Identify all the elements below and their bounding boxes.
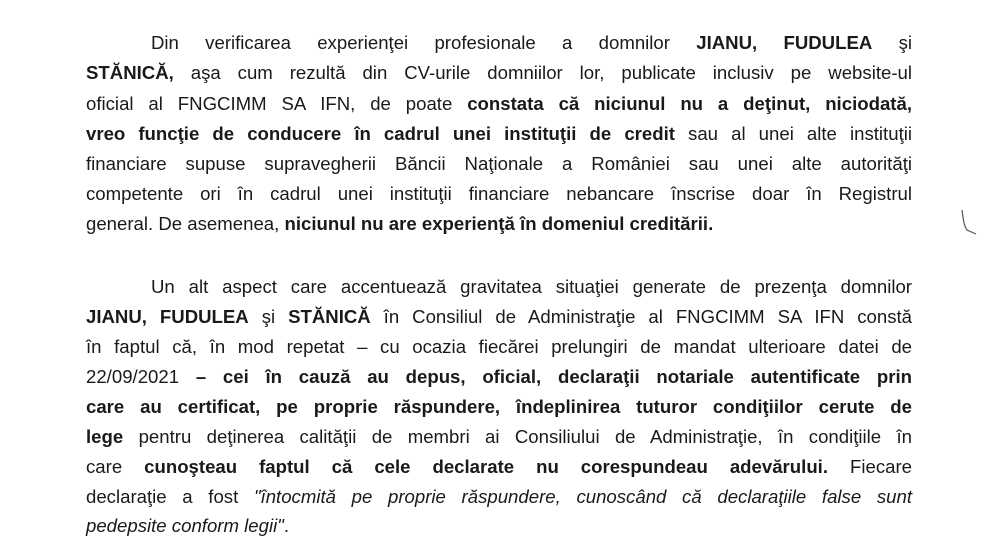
text-run: declaraţie a fost	[86, 486, 254, 507]
paragraph-1-line-3	[86, 89, 912, 118]
text-run-italic: "întocmită pe proprie răspundere, cunoscând că declaraţiile false sunt	[253, 486, 912, 507]
paragraph-1-line-7	[86, 209, 912, 238]
paragraph-2-line-1	[151, 272, 912, 301]
text-run: aşa cum rezultă din CV-urile domniilor lor, publicate inclusiv pe website-ul	[173, 62, 912, 83]
paragraph-2-line-6	[86, 422, 912, 451]
paragraph-2-line-8	[86, 482, 912, 511]
text-run: în faptul că, în mod repetat – cu ocazia fiecărei prelungiri de mandat ulterioare datei de	[86, 336, 912, 357]
paragraph-2-line-4	[86, 362, 912, 391]
text-run: şi	[248, 306, 289, 327]
text-run-bold: constata că niciunul nu a deţinut, niciodată,	[467, 93, 912, 114]
text-run-bold: JIANU, FUDULEA	[696, 32, 873, 53]
text-run: .	[283, 515, 289, 536]
text-run-bold: vreo funcţie de conducere în cadrul unei instituţii de credit	[86, 123, 675, 144]
text-run: Un alt aspect care accentuează gravitatea situaţiei generate de prezenţa domnilor	[151, 276, 912, 297]
text-run-bold: – cei în cauză au depus, oficial, declaraţii notariale autentificate prin	[195, 366, 912, 387]
paragraph-1-line-5	[86, 149, 912, 178]
paragraph-1-line-2	[86, 58, 912, 87]
text-run: Din verificarea experienţei profesionale a domnilor	[151, 32, 697, 53]
paragraph-2-line-9	[86, 511, 912, 540]
text-run-bold: niciunul nu are experienţă în domeniul creditării.	[284, 213, 714, 234]
text-run: sau al unei alte instituţii	[674, 123, 912, 144]
text-run-bold: STĂNICĂ	[288, 306, 371, 327]
text-run: şi	[872, 32, 912, 53]
text-run: financiare supuse supravegherii Băncii Naţionale a României sau unei alte autorităţi	[86, 153, 912, 174]
text-run-bold: lege	[86, 426, 124, 447]
text-run: Fiecare	[828, 456, 912, 477]
text-run: 22/09/2021	[86, 366, 196, 387]
paragraph-1-line-4	[86, 119, 912, 148]
text-run-italic: pedepsite conform legii"	[86, 515, 284, 536]
text-run: care	[86, 456, 145, 477]
text-run-bold: JIANU, FUDULEA	[86, 306, 249, 327]
paragraph-1-line-1	[151, 28, 912, 57]
text-run-bold: STĂNICĂ,	[86, 62, 174, 83]
text-run: în Consiliul de Administraţie al FNGCIMM SA IFN constă	[370, 306, 913, 327]
paragraph-2-line-2	[86, 302, 912, 331]
margin-scan-mark	[958, 206, 980, 236]
text-run-bold: cunoşteau faptul că cele declarate nu corespundeau adevărului.	[144, 456, 829, 477]
text-run: general. De asemenea,	[86, 213, 285, 234]
paragraph-2-line-7	[86, 452, 912, 481]
paragraph-2-line-5	[86, 392, 912, 421]
text-run-bold: care au certificat, pe proprie răspundere, îndeplinirea tuturor condiţiilor cerute de	[86, 396, 912, 417]
paragraph-1-line-6	[86, 179, 912, 208]
text-run: oficial al FNGCIMM SA IFN, de poate	[86, 93, 468, 114]
paragraph-2-line-3	[86, 332, 912, 361]
text-run: competente ori în cadrul unei instituţii financiare nebancare înscrise doar în Registrul	[86, 183, 912, 204]
text-run: pentru deţinerea calităţii de membri ai Consiliului de Administraţie, în condiţiile în	[123, 426, 912, 447]
